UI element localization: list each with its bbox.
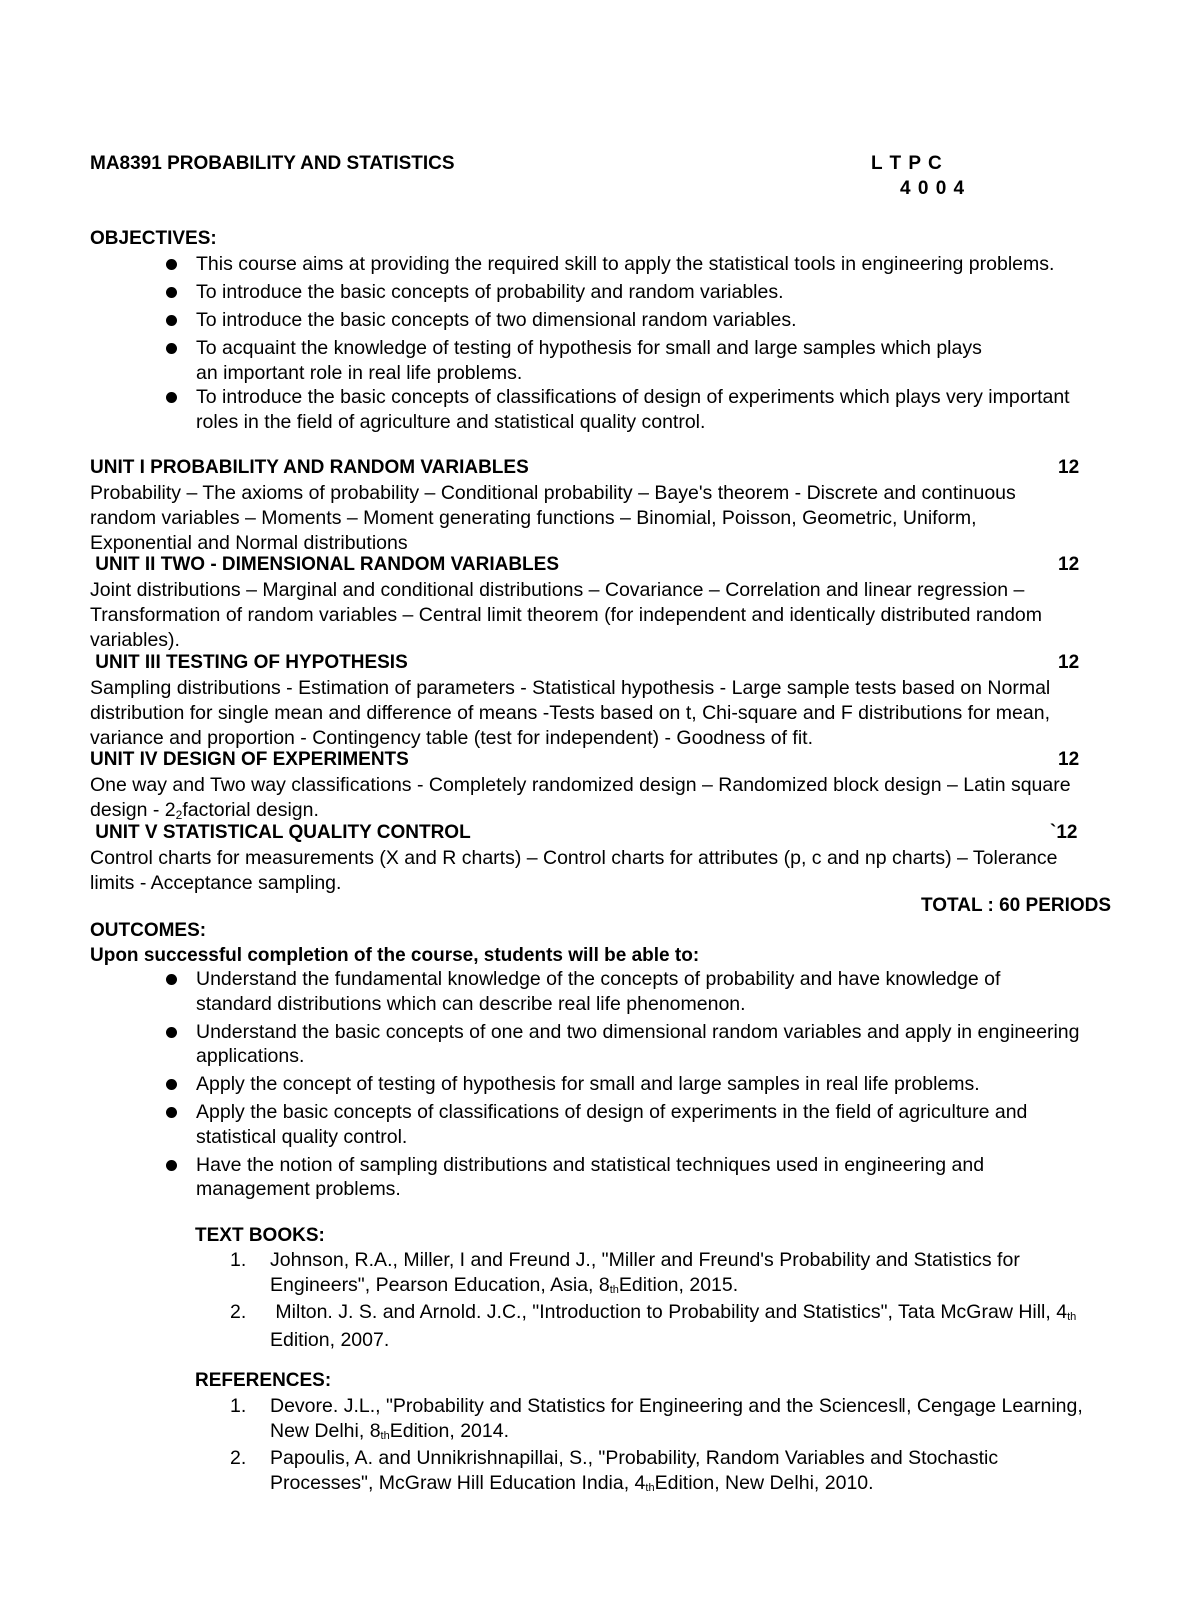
bullet-icon [166,392,177,403]
ltpc-values: 4 0 0 4 [900,178,966,199]
unit-3-hours: 12 [1058,652,1080,673]
text-books-heading: TEXT BOOKS: [195,1225,325,1246]
objective-item: To acquaint the knowledge of testing of hypothesis for small and large samples which plays an important role in real life problems. [160,336,1190,385]
references-heading: REFERENCES: [195,1370,332,1391]
bullet-icon [166,259,177,270]
outcome-item: Have the notion of sampling distributions and statistical techniques used in engineering and management problems. [160,1153,1190,1202]
objectives-list [160,252,1190,438]
unit-2-title: UNIT II TWO - DIMENSIONAL RANDOM VARIABLES [90,554,560,575]
unit-5-hours: `12 [1050,822,1078,843]
course-title: MA8391 PROBABILITY AND STATISTICS [90,153,455,174]
reference-item: 2. Papoulis, A. and Unnikrishnapillai, S., "Probability, Random Variables and Stochastic Processes", McGraw Hill Education India, 4thEdition, New Delhi, 2010. [230,1447,999,1494]
ltpc-label: L T P C [871,153,943,174]
outcome-item: Understand the basic concepts of one and two dimensional random variables and apply in engineering applications. [160,1020,1190,1069]
outcomes-intro: Upon successful completion of the course, students will be able to: [90,945,700,966]
bullet-icon [166,1027,177,1038]
objective-item: To introduce the basic concepts of two dimensional random variables. [160,308,1190,333]
unit-2-content: Joint distributions – Marginal and conditional distributions – Covariance – Correlation and linear regression – Transformation of random variables – Central limit theorem (for independent and identically distributed random variables). [90,579,1043,651]
outcomes-list [160,967,1190,1205]
unit-3-title: UNIT III TESTING OF HYPOTHESIS [90,652,408,673]
unit-1-content: Probability – The axioms of probability – Conditional probability – Baye's theorem - Discrete and continuous random variables – Moments – Moment generating functions – Binomial, Poisson, Geometric, Uniform, Exponential and Normal distributions [90,482,1016,554]
objective-item: To introduce the basic concepts of probability and random variables. [160,280,1190,305]
unit-2-hours: 12 [1058,554,1080,575]
bullet-icon [166,343,177,354]
outcome-item: Understand the fundamental knowledge of the concepts of probability and have knowledge of standard distributions which can describe real life phenomenon. [160,967,1190,1016]
unit-1-hours: 12 [1058,457,1080,478]
unit-3-content: Sampling distributions - Estimation of parameters - Statistical hypothesis - Large sample tests based on Normal distribution for single mean and difference of means -Tests based on t, Chi-square and F distributions for mean, variance and proportion - Contingency table (test for independent) - Goodness of fit. [90,677,1051,749]
objective-item: To introduce the basic concepts of classifications of design of experiments which plays very important roles in the field of agriculture and statistical quality control. [160,385,1190,434]
unit-4-title: UNIT IV DESIGN OF EXPERIMENTS [90,749,409,770]
unit-4-content: One way and Two way classifications - Completely randomized design – Randomized block design – Latin square design - 22factorial design. [90,774,1071,822]
bullet-icon [166,315,177,326]
text-books-list [230,1248,1076,1352]
outcome-item: Apply the basic concepts of classifications of design of experiments in the field of agriculture and statistical quality control. [160,1100,1190,1149]
reference-item: 1. Devore. J.L., "Probability and Statistics for Engineering and the Sciences‖, Cengage Learning, New Delhi, 8thEdition, 2014. [230,1395,1083,1442]
objectives-heading: OBJECTIVES: [90,228,217,249]
text-book-item: 1. Johnson, R.A., Miller, I and Freund J., "Miller and Freund's Probability and Statistics for Engineers", Pearson Education, Asia, 8thEdition, 2015. [230,1249,1020,1296]
bullet-icon [166,974,177,985]
text-book-item: 2. Milton. J. S. and Arnold. J.C., "Introduction to Probability and Statistics", Tata McGraw Hill, 4th Edition, 2007. [230,1301,1077,1351]
references-list [230,1394,1083,1498]
outcome-item: Apply the concept of testing of hypothesis for small and large samples in real life problems. [160,1072,1190,1097]
total-periods: TOTAL : 60 PERIODS [921,895,1112,916]
unit-4-hours: 12 [1058,749,1080,770]
objective-item: This course aims at providing the required skill to apply the statistical tools in engineering problems. [160,252,1190,277]
unit-1-title: UNIT I PROBABILITY AND RANDOM VARIABLES [90,457,529,478]
unit-5-title: UNIT V STATISTICAL QUALITY CONTROL [90,822,471,843]
bullet-icon [166,1160,177,1171]
bullet-icon [166,287,177,298]
unit-5-content: Control charts for measurements (X and R charts) – Control charts for attributes (p, c and np charts) – Tolerance limits - Acceptance sampling. [90,847,1058,894]
outcomes-heading: OUTCOMES: [90,920,207,941]
bullet-icon [166,1107,177,1118]
bullet-icon [166,1079,177,1090]
